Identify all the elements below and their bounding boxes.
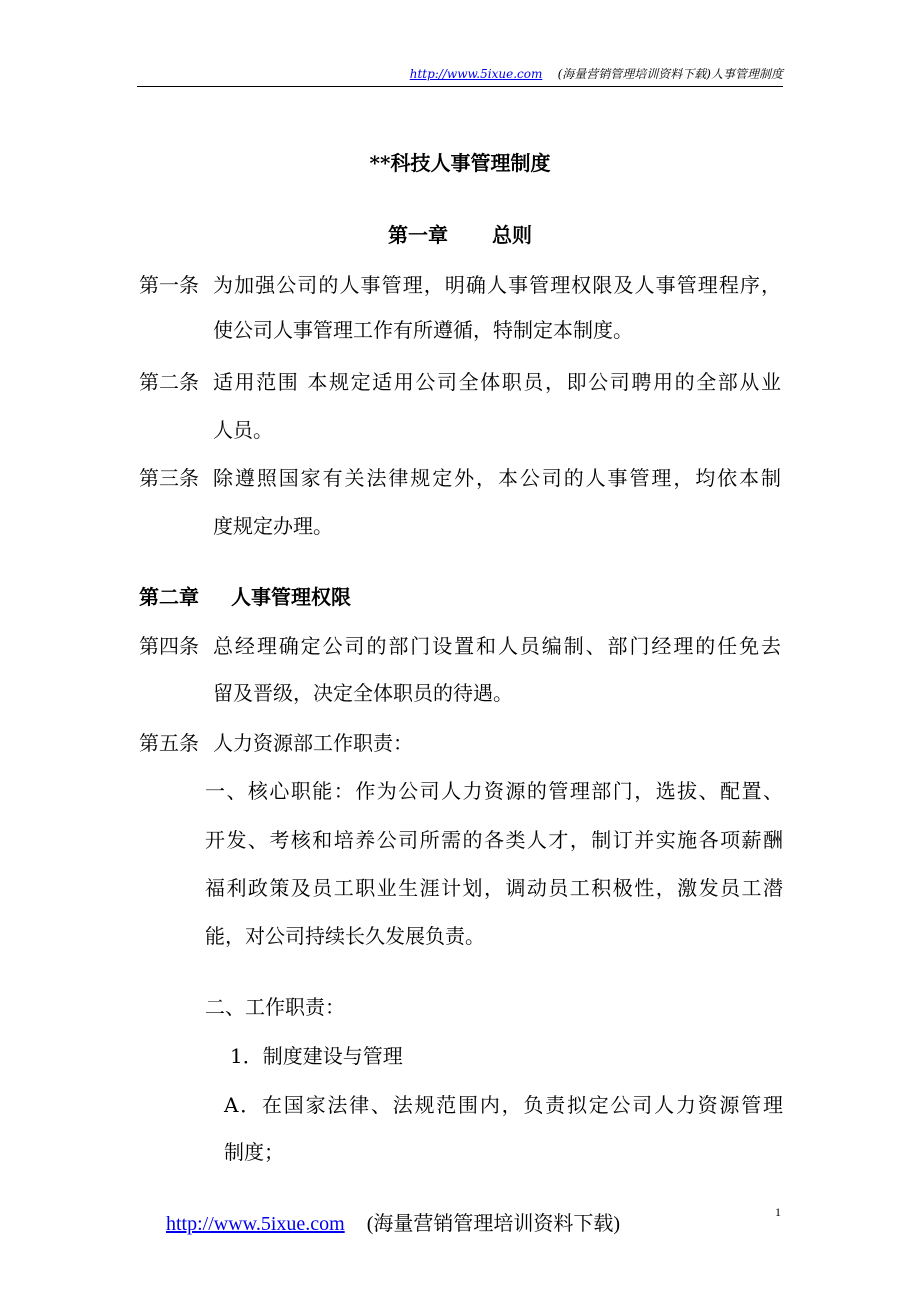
- section-2-heading: 二、工作职责：: [205, 995, 345, 1019]
- page-header: [137, 64, 783, 87]
- article-3-number: 第三条: [139, 466, 199, 490]
- chapter-2-name: 人事管理权限: [231, 585, 351, 609]
- footer-link[interactable]: http://www.5ixue.com: [166, 1213, 345, 1235]
- chapter-1-heading: [0, 221, 920, 249]
- article-4-number: 第四条: [139, 634, 199, 658]
- article-1-line-1: 为加强公司的人事管理，明确人事管理权限及人事管理程序，: [213, 273, 781, 297]
- article-3-line-1: 除遵照国家有关法律规定外，本公司的人事管理，均依本制: [213, 466, 781, 490]
- chapter-2-label: 第二章: [139, 585, 199, 609]
- section-1-line-4: 能，对公司持续长久发展负责。: [205, 924, 485, 948]
- header-tagline: (海量营销管理培训资料下载): [557, 67, 711, 81]
- chapter-2-heading: [139, 583, 351, 611]
- section-1-line-1: 一、核心职能：作为公司人力资源的管理部门，选拔、配置、: [205, 779, 783, 803]
- header-link[interactable]: http://www.5ixue.com: [409, 67, 543, 81]
- section-1-line-2: 开发、考核和培养公司所需的各类人才，制订并实施各项薪酬: [205, 828, 783, 852]
- header-text: [410, 65, 783, 82]
- article-5-number: 第五条: [139, 731, 199, 755]
- article-2-number: 第二条: [139, 370, 199, 394]
- article-4-line-1: 总经理确定公司的部门设置和人员编制、部门经理的任免去: [213, 634, 781, 658]
- item-a-line-1: A．在国家法律、法规范围内，负责拟定公司人力资源管理: [224, 1093, 783, 1117]
- article-2-line-2: 人员。: [213, 418, 273, 442]
- chapter-1-label: 第一章: [388, 223, 448, 247]
- article-5-line-1: 人力资源部工作职责：: [213, 731, 413, 755]
- page-footer: [166, 1207, 620, 1236]
- article-3-line-2: 度规定办理。: [213, 514, 333, 538]
- article-1-number: 第一条: [139, 273, 199, 297]
- page-number: 1: [775, 1205, 781, 1219]
- article-1-line-2: 使公司人事管理工作有所遵循，特制定本制度。: [213, 318, 633, 342]
- article-4-line-2: 留及晋级，决定全体职员的待遇。: [213, 681, 513, 705]
- item-1-heading: 1．制度建设与管理: [230, 1044, 403, 1068]
- article-2-line-1: 适用范围 本规定适用公司全体职员，即公司聘用的全部从业: [213, 370, 781, 394]
- item-a-line-2: 制度；: [224, 1140, 284, 1164]
- header-doc-title: 人事管理制度: [710, 67, 783, 81]
- footer-tagline: (海量营销管理培训资料下载): [366, 1213, 621, 1235]
- document-title: **科技人事管理制度: [369, 151, 551, 175]
- chapter-1-name: 总则: [492, 223, 532, 247]
- section-1-line-3: 福利政策及员工职业生涯计划，调动员工积极性，激发员工潜: [205, 876, 783, 900]
